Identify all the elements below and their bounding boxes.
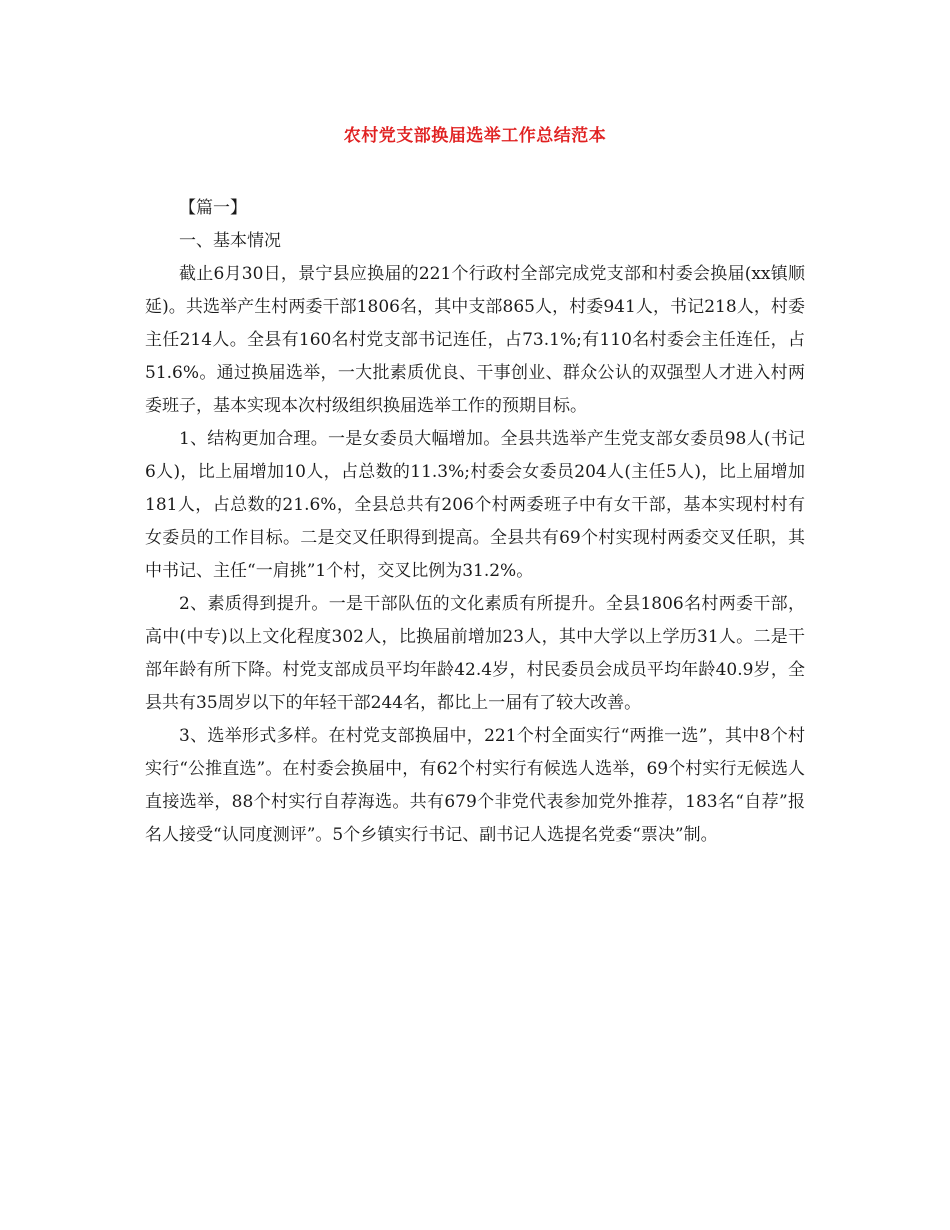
paragraph-basic-situation: 截止6月30日，景宁县应换届的221个行政村全部完成党支部和村委会换届(xx镇顺延)。共选举产生村两委干部1806名，其中支部865人，村委941人，书记218人，村委主任214人。全县有160名村党支部书记连任，占73.1%;有110名村委会主任连任，占51.6%。通过换届选举，一大批素质优良、干事创业、群众公认的双强型人才进入村两委班子，基本实现本次村级组织换届选举工作的预期目标。 <box>145 264 805 416</box>
paragraph-election-forms: 3、选举形式多样。在村党支部换届中，221个村全面实行“两推一选”，其中8个村实行“公推直选”。在村委会换届中，有62个村实行有候选人选举，69个村实行无候选人直接选举，88个村实行自荐海选。共有679个非党代表参加党外推荐，183名“自荐”报名人接受“认同度测评”。5个乡镇实行书记、副书记人选提名党委“票决”制。 <box>145 726 805 845</box>
section-heading: 【篇一】 <box>179 198 247 218</box>
paragraph-structure: 1、结构更加合理。一是女委员大幅增加。全县共选举产生党支部女委员98人(书记6人)，比上届增加10人，占总数的11.3%;村委会女委员204人(主任5人)，比上届增加181人，占总数的21.6%，全县总共有206个村两委班子中有女干部，基本实现村村有女委员的工作目标。二是交叉任职得到提高。全县共有69个村实现村两委交叉任职，其中书记、主任“一肩挑”1个村，交叉比例为31.2%。 <box>145 429 805 581</box>
subsection-heading: 一、基本情况 <box>179 231 281 251</box>
paragraph-quality: 2、素质得到提升。一是干部队伍的文化素质有所提升。全县1806名村两委干部，高中(中专)以上文化程度302人，比换届前增加23人，其中大学以上学历31人。二是干部年龄有所下降。村党支部成员平均年龄42.4岁，村民委员会成员平均年龄40.9岁，全县共有35周岁以下的年轻干部244名，都比上一届有了较大改善。 <box>145 594 805 713</box>
document-body <box>145 192 805 852</box>
document-title: 农村党支部换届选举工作总结范本 <box>343 126 607 146</box>
